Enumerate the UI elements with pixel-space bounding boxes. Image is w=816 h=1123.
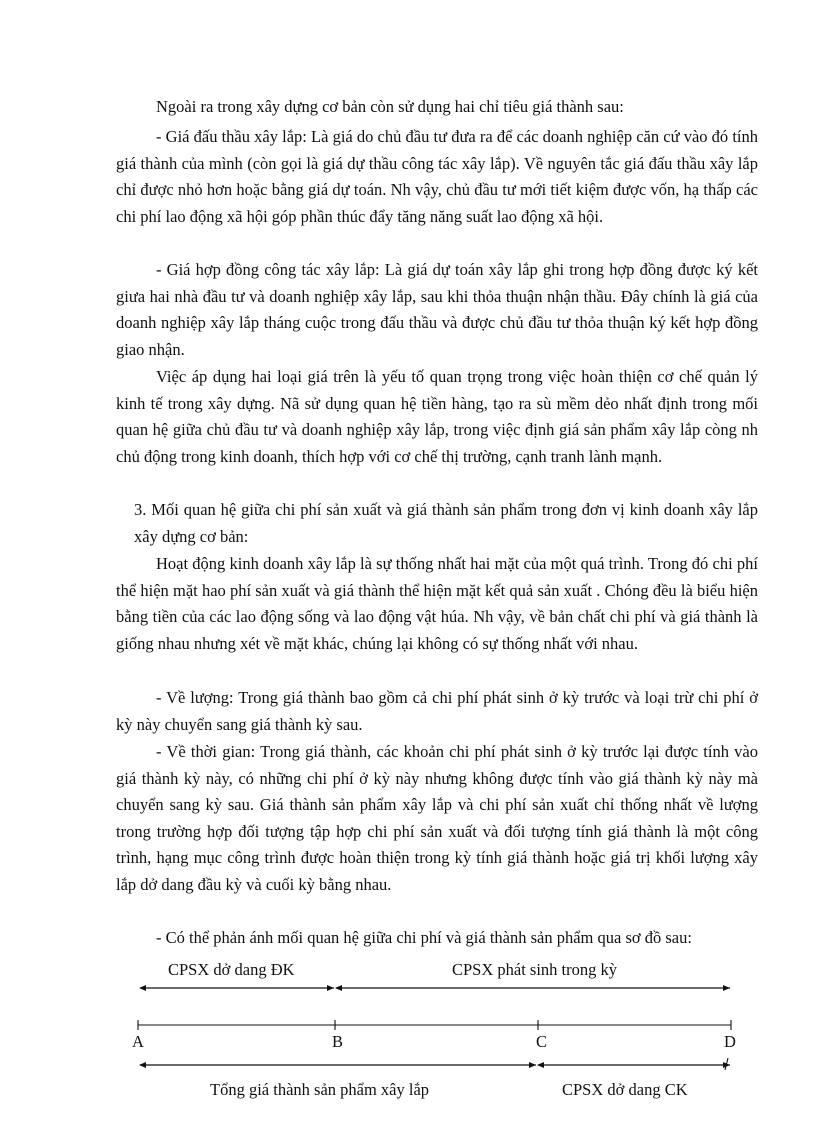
point-d: D (724, 1032, 736, 1051)
label-tong-gia-thanh: Tổng giá thành sản phẩm xây lắp (210, 1080, 430, 1099)
point-c: C (536, 1032, 548, 1051)
point-a: A (132, 1032, 144, 1051)
paragraph-time: - Về thời gian: Trong giá thành, các khoản chi phí phát sinh ở kỳ trước lại được tính vào giá thành kỳ này, có những chi phí ở kỳ này nhưng không được tính vào giá thành kỳ này mà chuyển sang kỳ sau. Giá thành sản phẩm xây lắp và chi phí sản xuất chỉ thống nhất về lượng trong trường hợp đối tượng tập hợp chi phí sản xuất và đối tượng tính giá thành là một công trình, hạng mục công trình được hoàn thiện trong kỳ tính giá thành hoặc giá trị khối lượng xây lắp dở dang đầu kỳ và cuối kỳ bằng nhau. (116, 742, 758, 894)
paragraph-relationship: Hoạt động kinh doanh xây lắp là sự thống nhất hai mặt của một quá trình. Trong đó chi phí thể hiện mặt hao phí sản xuất và giá thành thể hiện mặt kết quả sản xuất . Chóng đều là biểu hiện bằng tiền của các lao động sống và lao động vật húa. Nh vậy, về bản chất chi phí và giá thành là giống nhau nhưng xét về mặt khác, chúng lại không có sự thống nhất với nhau. (116, 554, 758, 653)
cost-diagram (110, 948, 770, 1108)
paragraph-contract-price: - Giá hợp đồng công tác xây lắp: Là giá dự toán xây lắp ghi trong hợp đồng được ký kết giưa hai nhà đầu tư và doanh nghiệp xây lắp, sau khi thỏa thuận nhận thầu. Đây chính là giá của doanh nghiệp xây lắp tháng cuộc trong đấu thầu và được chủ đầu tư thỏa thuận ký kết hợp đồng giao nhận. (116, 260, 758, 359)
paragraph-quantity: - Về lượng: Trong giá thành bao gồm cả chi phí phát sinh ở kỳ trước và loại trừ chi phí ở kỳ này chuyển sang giá thành kỳ sau. (116, 688, 758, 734)
label-cpsx-dk: CPSX dở dang ĐK (168, 960, 295, 979)
paragraph-diagram-intro: - Có thể phản ánh mối quan hệ giữa chi phí và giá thành sản phẩm qua sơ đồ sau: (156, 928, 692, 947)
label-cpsx-ck: CPSX dở dang CK (562, 1080, 688, 1099)
paragraph-application: Việc áp dụng hai loại giá trên là yếu tố quan trọng trong việc hoàn thiện cơ chế quản lý kinh tế trong xây dựng. Nã sử dụng quan hệ tiền hàng, tạo ra sù mềm dẻo nhất định trong mối quan hệ giữa chủ đầu tư và doanh nghiệp xây lắp, trong việc định giá sản phẩm xây lắp còng nh chủ động trong kinh doanh, thích hợp với cơ chế thị trường, cạnh tranh lành mạnh. (116, 367, 758, 466)
section-heading-3: 3. Mối quan hệ giữa chi phí sản xuất và giá thành sản phẩm trong đơn vị kinh doanh xây lắp xây dựng cơ bản: (134, 500, 758, 546)
paragraph-bid-price: - Giá đấu thầu xây lắp: Là giá do chủ đầu tư đưa ra để các doanh nghiệp căn cứ vào đó tính giá thành của mình (còn gọi là giá dự thầu công tác xây lắp). Về nguyên tắc giá đấu thầu xây lắp chỉ được nhỏ hơn hoặc bằng giá dự toán. Nh vậy, chủ đầu tư mới tiết kiệm được vốn, hạ thấp các chi phí lao động xã hội góp phần thúc đẩy tăng năng suất lao động xã hội. (116, 127, 758, 226)
point-b: B (332, 1032, 344, 1051)
label-cpsx-phat-sinh: CPSX phát sinh trong kỳ (452, 960, 618, 979)
paragraph-intro: Ngoài ra trong xây dựng cơ bản còn sử dụng hai chỉ tiêu giá thành sau: (156, 97, 624, 116)
